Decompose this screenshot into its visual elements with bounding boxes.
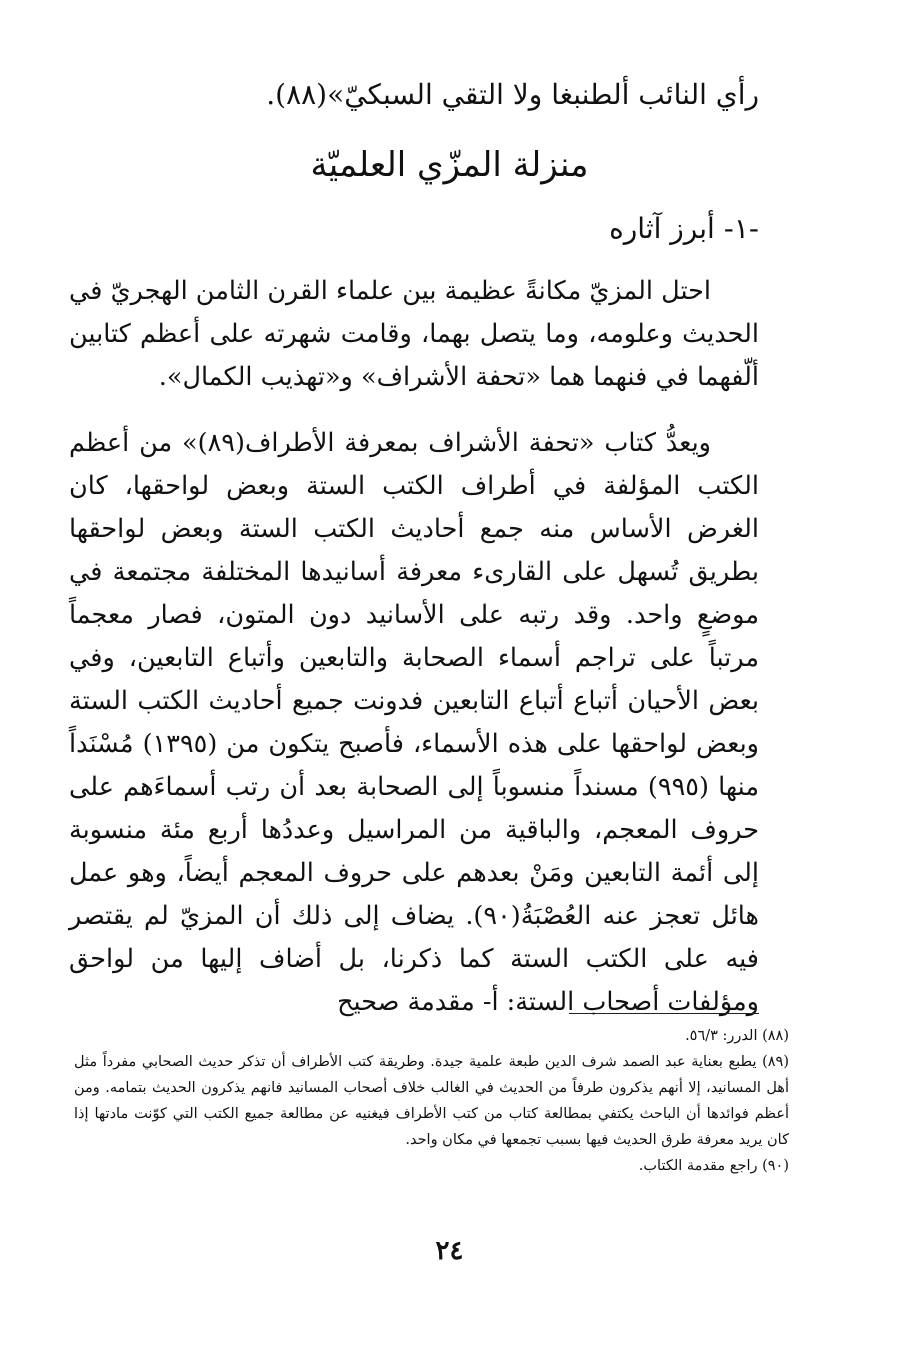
section-title: منزلة المزّي العلميّة [310,145,589,185]
paragraph-2 [69,422,759,1024]
page-number: ٢٤ [435,1236,464,1266]
footnote-90: (٩٠) راجع مقدمة الكتاب. [638,1158,789,1174]
footnote-88: (٨٨) الدرر: ٥٦/٣. [685,1028,789,1044]
footnote-separator [569,1013,759,1014]
footnotes [74,1023,789,1179]
footnote-89: (٨٩) يطبع بعناية عبد الصمد شرف الدين طبعة علمية جيدة. وطريقة كتب الأطراف أن تذكر حديث الصحابي مفرداً مثل أهل المسانيد، إلا أنهم يذكرون طرفاً من الحديث في الغالب خلاف أصحاب المسانيد فانهم يذكرون الحديث بتمامه. ومن أعظم فوائدها أن الباحث يكتفي بمطالعة كتاب من كتب الأطراف فيغنيه عن مطالعة جميع الكتب التي كوّنت مادتها إذا كان يريد معرفة طرق الحديث فيها بسبب تجمعها في مكان واحد. [74,1054,789,1148]
paragraph-1-text: احتل المزيّ مكانةً عظيمة بين علماء القرن الثامن الهجريّ في الحديث وعلومه، وما يتصل بهما، وقامت شهرته على أعظم كتابين ألّفهما في فنهما هما «تحفة الأشراف» و«تهذيب الكمال». [69,276,759,392]
subheading: -١- أبرز آثاره [609,212,759,245]
continued-text-line: رأي النائب ألطنبغا ولا التقي السبكيّ»(٨٨). [266,78,759,111]
paragraph-1 [69,270,759,399]
paragraph-2-text: ويعدُّ كتاب «تحفة الأشراف بمعرفة الأطراف(٨٩)» من أعظم الكتب المؤلفة في أطراف الكتب الستة وبعض لواحقها، كان الغرض الأساس منه جمع أحاديث الكتب الستة وبعض لواحقها بطريق تُسهل على القارىء معرفة أسانيدها المختلفة مجتمعة في موضعٍ واحد. وقد رتبه على الأسانيد دون المتون، فصار معجماً مرتباً على تراجم أسماء الصحابة والتابعين وأتباع التابعين، وفي بعض الأحيان أتباع أتباع التابعين فدونت جميع أحاديث الكتب الستة وبعض لواحقها على هذه الأسماء، فأصبح يتكون من (١٣٩٥) مُسْنَداً منها (٩٩٥) مسنداً منسوباً إلى الصحابة بعد أن رتب أسماءَهم على حروف المعجم، والباقية من المراسيل وعددُها أربع مئة منسوبة إلى أئمة التابعين ومَنْ بعدهم على حروف المعجم أيضاً، وهو عمل هائل تعجز عنه العُصْبَةُ(٩٠). يضاف إلى ذلك أن المزيّ لم يقتصر فيه على الكتب الستة كما ذكرنا، بل أضاف إليها من لواحق ومؤلفات أصحاب الستة: أ- مقدمة صحيح [69,428,760,1017]
